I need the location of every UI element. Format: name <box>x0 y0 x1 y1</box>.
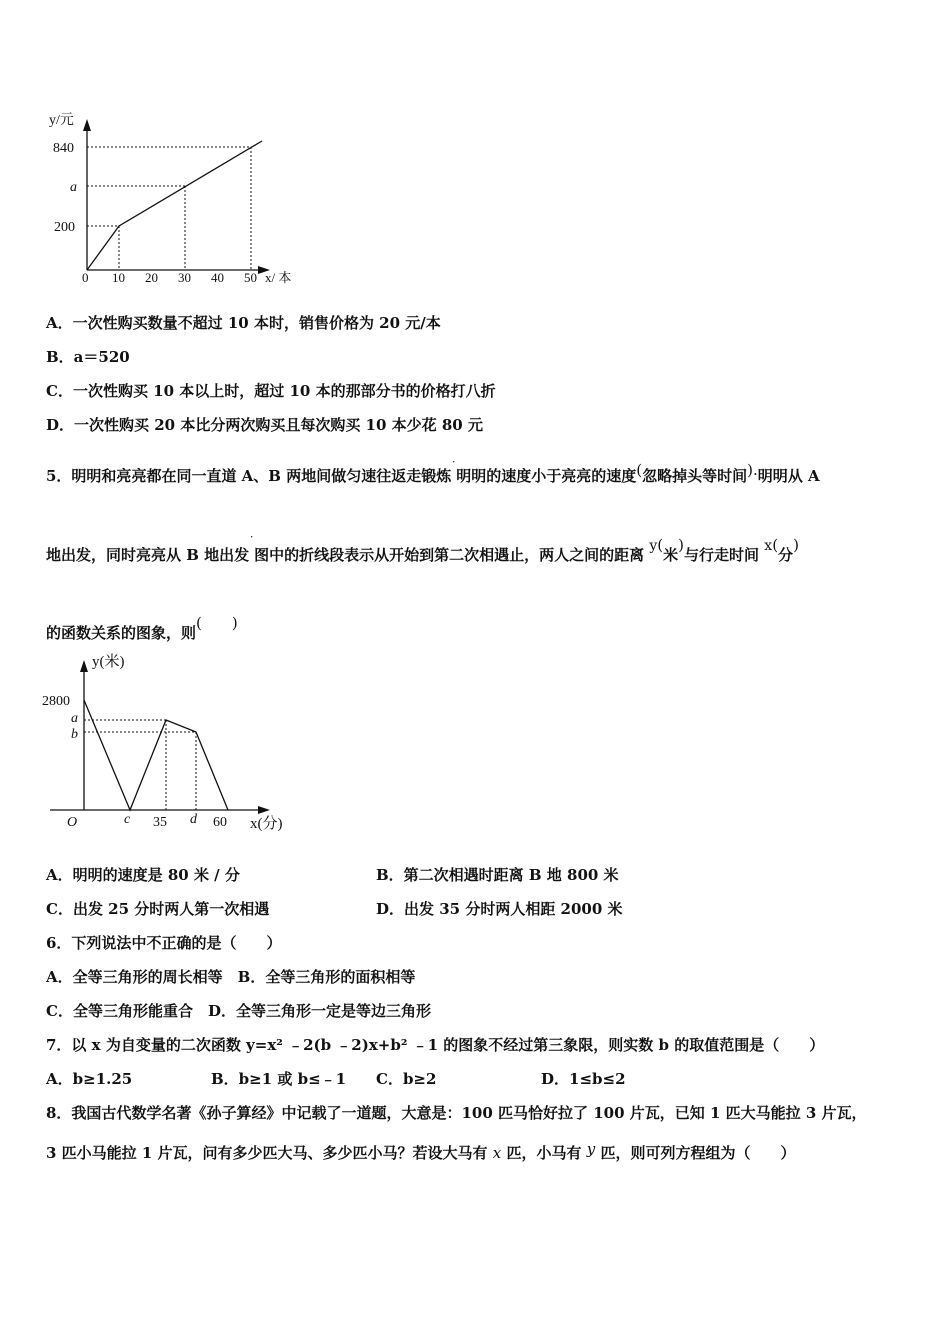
q8-line2: 3 匹小马能拉 1 片瓦，问有多少匹大马、多少匹小马？若设大马有 x 匹，小马有 y 匹，则可列方程组为（ ） <box>46 1140 796 1162</box>
q4-option-d: D．一次性购买 20 本比分两次购买且每次购买 10 本少花 80 元 <box>46 416 483 434</box>
q7-option-c: C．b≥2 <box>376 1070 437 1088</box>
q4-option-b: B．a＝520 <box>46 348 130 366</box>
g2-y-label: y(米) <box>92 654 125 670</box>
q5-option-b: B．第二次相遇时距离 B 地 800 米 <box>376 866 619 884</box>
g1-tick-40: 40 <box>211 270 224 285</box>
g2-tick-2800: 2800 <box>42 694 70 709</box>
q6-options-ab: A．全等三角形的周长相等 B．全等三角形的面积相等 <box>46 968 416 986</box>
q7-option-b: B．b≥1 或 b≤﹣1 <box>211 1070 347 1088</box>
g1-tick-20: 20 <box>145 270 158 285</box>
g1-tick-a: a <box>70 180 77 195</box>
q6-stem: 6．下列说法中不正确的是（ ） <box>46 934 282 952</box>
g1-tick-0: 0 <box>82 270 89 285</box>
g1-tick-50: 50 <box>244 270 257 285</box>
q4-option-c: C．一次性购买 10 本以上时，超过 10 本的那部分书的价格打八折 <box>46 382 496 400</box>
g2-tick-35: 35 <box>153 815 167 830</box>
q5-option-d: D．出发 35 分时两人相距 2000 米 <box>376 900 623 918</box>
q4-option-a: A．一次性购买数量不超过 10 本时，销售价格为 20 元/本 <box>46 314 441 332</box>
g2-distance-line <box>84 700 228 810</box>
g2-tick-60: 60 <box>213 815 227 830</box>
q5-line2: 地出发，同时亮亮从 B 地出发˙图中的折线段表示从开始到第二次相遇止，两人之间的距离 y(米)与行走时间 x(分) <box>46 536 799 564</box>
q5-option-c: C．出发 25 分时两人第一次相遇 <box>46 900 270 918</box>
g1-price-line <box>87 141 262 270</box>
g1-x-label: x/ 本 <box>265 270 292 285</box>
g2-tick-b: b <box>71 727 78 742</box>
q7-option-a: A．b≥1.25 <box>46 1070 133 1088</box>
g1-tick-10: 10 <box>112 270 125 285</box>
g1-y-arrow <box>83 119 91 131</box>
q5-line1: 5．明明和亮亮都在同一直道 A、B 两地间做匀速往返走锻炼˙明明的速度小于亮亮的速度(忽略掉头等时间).明明从 A <box>46 461 820 485</box>
g2-tick-d: d <box>190 812 197 827</box>
price-graph <box>40 105 310 285</box>
q8-line1: 8．我国古代数学名著《孙子算经》中记载了一道题，大意是：100 匹马恰好拉了 100 片瓦，已知 1 匹大马能拉 3 片瓦， <box>46 1104 867 1122</box>
g1-y-label: y/元 <box>49 113 74 128</box>
g2-tick-c: c <box>124 812 131 827</box>
g2-tick-a: a <box>71 711 78 726</box>
g1-tick-30: 30 <box>178 270 191 285</box>
g2-tick-o: O <box>67 815 78 830</box>
distance-graph <box>40 648 310 838</box>
q5-option-a: A．明明的速度是 80 米 / 分 <box>46 866 240 884</box>
q7-option-d: D．1≤b≤2 <box>541 1070 626 1088</box>
g2-x-label: x(分) <box>250 816 283 832</box>
g2-x-arrow <box>258 806 270 814</box>
g1-tick-840: 840 <box>53 141 74 156</box>
g1-tick-200: 200 <box>54 220 75 235</box>
q5-line3: 的函数关系的图象，则( ) <box>46 614 238 642</box>
q7-stem: 7．以 x 为自变量的二次函数 y=x² ﹣2(b ﹣2)x+b² ﹣1 的图象不经过第三象限，则实数 b 的取值范围是（ ） <box>46 1036 825 1054</box>
q6-options-cd: C．全等三角形能重合 D．全等三角形一定是等边三角形 <box>46 1002 431 1020</box>
g2-y-arrow <box>80 660 88 672</box>
